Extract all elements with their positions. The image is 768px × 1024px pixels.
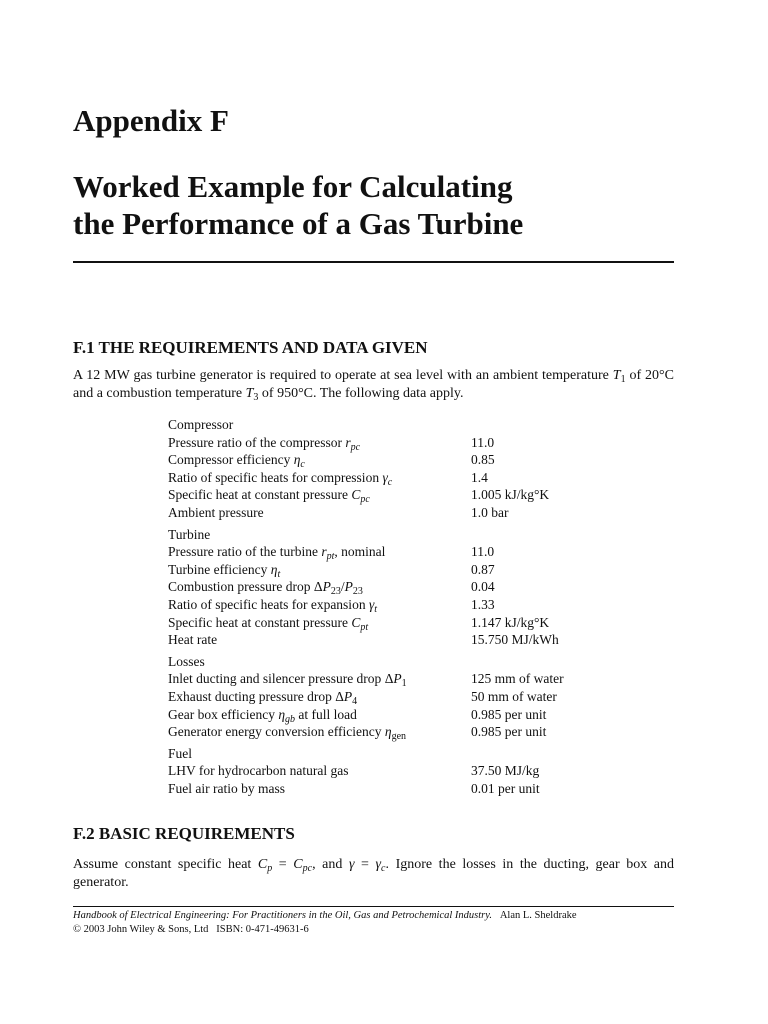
group-title: Losses [168, 653, 205, 669]
group-compressor [168, 416, 628, 522]
data-table [168, 416, 628, 801]
data-row: Pressure ratio of the turbine $r_{pt}$, nominal 11.0 [168, 544, 495, 563]
group-turbine [168, 526, 628, 649]
appendix-label: Appendix F [73, 103, 229, 138]
footer-copyright: © 2003 John Wiley & Sons, Ltd [73, 924, 209, 935]
data-row: Specific heat at constant pressure $C_{pc}$ 1.005 kJ/kg°K [168, 487, 550, 506]
data-row: Generator energy conversion efficiency $\eta_{gen}$ 0.985 per unit [168, 724, 547, 743]
section-heading-f1: F.1 THE REQUIREMENTS AND DATA GIVEN [73, 338, 428, 357]
data-row: Ambient pressure 1.0 bar [168, 504, 509, 520]
group-losses [168, 653, 628, 741]
basic-requirements-paragraph: Assume constant specific heat $C_p = C_{pc}$, and $\gamma = \gamma_c$. Ignore the losses in the ducting, gear box and generator. [73, 857, 674, 890]
group-title: Compressor [168, 417, 234, 432]
footer-citation [73, 909, 674, 937]
footer-book-title: Handbook of Electrical Engineering: For Practitioners in the Oil, Gas and Petrochemical Industry. [73, 910, 492, 921]
data-row: Compressor efficiency $\eta_c$ 0.85 [168, 452, 495, 471]
title-divider [73, 261, 674, 263]
intro-paragraph: A 12 MW gas turbine generator is required to operate at sea level with an ambient temperature $T_1$ of 20°C and a combustion temperature $T_3$ of 950°C. The following data apply. [73, 368, 674, 403]
data-row: Heat rate 15.750 MJ/kWh [168, 632, 559, 648]
group-fuel [168, 745, 628, 798]
group-title: Fuel [168, 745, 193, 761]
data-row: Combustion pressure drop $\Delta P_{23}/P_{23}$ 0.04 [168, 579, 495, 598]
footer-author: Alan L. Sheldrake [499, 910, 577, 921]
data-row: Pressure ratio of the compressor $r_{pc}$ 11.0 [168, 434, 495, 453]
section-heading-f2: F.2 BASIC REQUIREMENTS [73, 824, 295, 843]
group-title: Turbine [168, 526, 211, 542]
data-row: Fuel air ratio by mass 0.01 per unit [168, 780, 540, 796]
data-row: Specific heat at constant pressure $C_{pt}$ 1.147 kJ/kg°K [168, 614, 550, 633]
data-row: Gear box efficiency $\eta_{gb}$ at full load 0.985 per unit [168, 706, 547, 725]
data-row: LHV for hydrocarbon natural gas 37.50 MJ/kg [168, 763, 540, 779]
data-row: Ratio of specific heats for compression $\gamma_c$ 1.4 [168, 469, 488, 488]
data-row: Exhaust ducting pressure drop $\Delta P_4$ 50 mm of water [168, 688, 557, 707]
data-row: Turbine efficiency $\eta_t$ 0.87 [168, 561, 495, 580]
chapter-title-line-1: Worked Example for Calculating [73, 169, 513, 204]
chapter-title [73, 168, 523, 242]
chapter-title-line-2: the Performance of a Gas Turbine [73, 206, 524, 241]
footer-isbn: ISBN: 0-471-49631-6 [216, 924, 309, 935]
data-row: Inlet ducting and silencer pressure drop $\Delta P_1$ 125 mm of water [168, 671, 564, 690]
data-row: Ratio of specific heats for expansion $\gamma_t$ 1.33 [168, 596, 495, 615]
footer-divider [73, 906, 674, 907]
